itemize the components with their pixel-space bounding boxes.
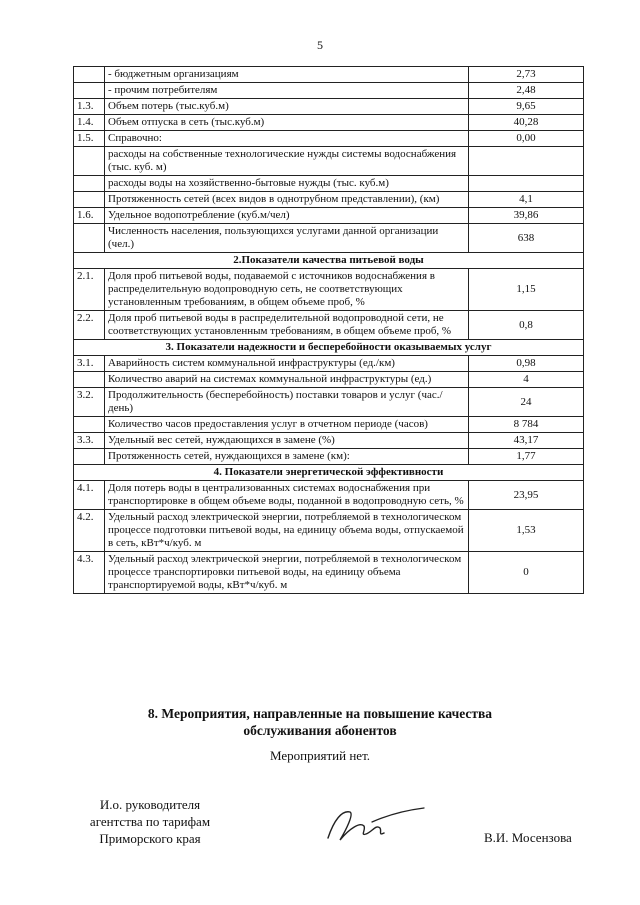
row-number: 1.3. xyxy=(74,99,105,115)
no-measures-text: Мероприятий нет. xyxy=(269,748,371,763)
table-row xyxy=(74,115,584,131)
row-value xyxy=(469,147,584,176)
row-value: 1,53 xyxy=(469,510,584,552)
row-number: 1.6. xyxy=(74,208,105,224)
row-description: расходы воды на хозяйственно-бытовые нужды (тыс. куб.м) xyxy=(105,176,469,192)
row-value: 9,65 xyxy=(469,99,584,115)
table-row xyxy=(74,176,584,192)
table-row xyxy=(74,510,584,552)
row-description: Удельный вес сетей, нуждающихся в замене (%) xyxy=(105,433,469,449)
row-description: Количество аварий на системах коммунальной инфраструктуры (ед.) xyxy=(105,372,469,388)
row-value: 40,28 xyxy=(469,115,584,131)
row-number: 3.1. xyxy=(74,356,105,372)
table-row xyxy=(74,224,584,253)
row-number: 4.1. xyxy=(74,481,105,510)
table-row xyxy=(74,552,584,594)
row-value: 39,86 xyxy=(469,208,584,224)
row-value: 1,77 xyxy=(469,449,584,465)
section-title: 3. Показатели надежности и бесперебойности оказываемых услуг xyxy=(74,340,584,356)
table-row xyxy=(74,192,584,208)
row-value: 1,15 xyxy=(469,269,584,311)
table-row xyxy=(74,417,584,433)
signer-title-line-1: И.о. руководителя xyxy=(99,797,201,812)
signer-title-line-2: агентства по тарифам xyxy=(89,814,211,829)
row-number xyxy=(74,372,105,388)
row-description: Протяженность сетей, нуждающихся в замене (км): xyxy=(105,449,469,465)
indicators-table-body xyxy=(74,67,584,594)
table-row xyxy=(74,147,584,176)
section-8-heading xyxy=(0,705,640,739)
row-description: Справочно: xyxy=(105,131,469,147)
row-description: расходы на собственные технологические нужды системы водоснабжения (тыс. куб. м) xyxy=(105,147,469,176)
signer-title xyxy=(80,796,220,847)
section-8-heading-line-2: обслуживания абонентов xyxy=(243,723,397,738)
row-number: 4.3. xyxy=(74,552,105,594)
row-description: Объем отпуска в сеть (тыс.куб.м) xyxy=(105,115,469,131)
table-row xyxy=(74,372,584,388)
row-value: 24 xyxy=(469,388,584,417)
section-8-heading-line-1: 8. Мероприятия, направленные на повышение качества xyxy=(147,706,493,721)
row-number: 4.2. xyxy=(74,510,105,552)
row-description: Удельное водопотребление (куб.м/чел) xyxy=(105,208,469,224)
row-value: 43,17 xyxy=(469,433,584,449)
table-row xyxy=(74,67,584,83)
row-number: 2.2. xyxy=(74,311,105,340)
row-number xyxy=(74,83,105,99)
table-row xyxy=(74,311,584,340)
row-value: 2,48 xyxy=(469,83,584,99)
row-description: Численность населения, пользующихся услугами данной организации (чел.) xyxy=(105,224,469,253)
row-description: Доля проб питьевой воды в распределительной водопроводной сети, не соответствующих установленным требованиям, в общем объеме проб, % xyxy=(105,311,469,340)
section-header-row xyxy=(74,340,584,356)
section-title: 4. Показатели энергетической эффективности xyxy=(74,465,584,481)
row-description: Количество часов предоставления услуг в отчетном периоде (часов) xyxy=(105,417,469,433)
row-value: 0,98 xyxy=(469,356,584,372)
row-number xyxy=(74,417,105,433)
row-value: 0 xyxy=(469,552,584,594)
table-row xyxy=(74,449,584,465)
row-value: 0,00 xyxy=(469,131,584,147)
row-value: 638 xyxy=(469,224,584,253)
table-row xyxy=(74,269,584,311)
row-description: - бюджетным организациям xyxy=(105,67,469,83)
row-description: Объем потерь (тыс.куб.м) xyxy=(105,99,469,115)
row-description: Удельный расход электрической энергии, потребляемой в технологическом процессе подготовки питьевой воды, на единицу объема воды, отпускаемой в сеть, кВт*ч/куб. м xyxy=(105,510,469,552)
row-value: 4 xyxy=(469,372,584,388)
row-number: 2.1. xyxy=(74,269,105,311)
row-value: 2,73 xyxy=(469,67,584,83)
signer-title-line-3: Приморского края xyxy=(99,831,201,846)
row-number: 1.4. xyxy=(74,115,105,131)
row-description: Удельный расход электрической энергии, потребляемой в технологическом процессе транспортировки питьевой воды, на единицу объема транспортируемой воды, кВт*ч/куб. м xyxy=(105,552,469,594)
table-row xyxy=(74,388,584,417)
section-title: 2.Показатели качества питьевой воды xyxy=(74,253,584,269)
row-number: 3.2. xyxy=(74,388,105,417)
row-number: 3.3. xyxy=(74,433,105,449)
table-row xyxy=(74,99,584,115)
row-description: Продолжительность (бесперебойность) поставки товаров и услуг (час./день) xyxy=(105,388,469,417)
signer-name: В.И. Мосензова xyxy=(484,830,572,845)
row-description: Аварийность систем коммунальной инфраструктуры (ед./км) xyxy=(105,356,469,372)
table-row xyxy=(74,83,584,99)
row-description: Доля потерь воды в централизованных системах водоснабжения при транспортировке в общем объеме воды, поданной в водопроводную сеть, % xyxy=(105,481,469,510)
row-description: Протяженность сетей (всех видов в однотрубном представлении), (км) xyxy=(105,192,469,208)
row-description: Доля проб питьевой воды, подаваемой с источников водоснабжения в распределительную водопроводную сеть, не соответствующих установленным требованиям, в общем объеме проб, % xyxy=(105,269,469,311)
table-row xyxy=(74,356,584,372)
indicators-table xyxy=(73,66,584,594)
row-value: 23,95 xyxy=(469,481,584,510)
row-number: 1.5. xyxy=(74,131,105,147)
row-number xyxy=(74,192,105,208)
row-value xyxy=(469,176,584,192)
table-row xyxy=(74,131,584,147)
section-header-row xyxy=(74,253,584,269)
page-number: 5 xyxy=(317,38,323,52)
row-value: 0,8 xyxy=(469,311,584,340)
table-row xyxy=(74,481,584,510)
row-value: 4,1 xyxy=(469,192,584,208)
row-number xyxy=(74,67,105,83)
table-row xyxy=(74,208,584,224)
row-number xyxy=(74,224,105,253)
table-row xyxy=(74,433,584,449)
row-description: - прочим потребителям xyxy=(105,83,469,99)
row-number xyxy=(74,176,105,192)
handwritten-signature xyxy=(320,800,430,855)
row-value: 8 784 xyxy=(469,417,584,433)
section-header-row xyxy=(74,465,584,481)
row-number xyxy=(74,449,105,465)
row-number xyxy=(74,147,105,176)
